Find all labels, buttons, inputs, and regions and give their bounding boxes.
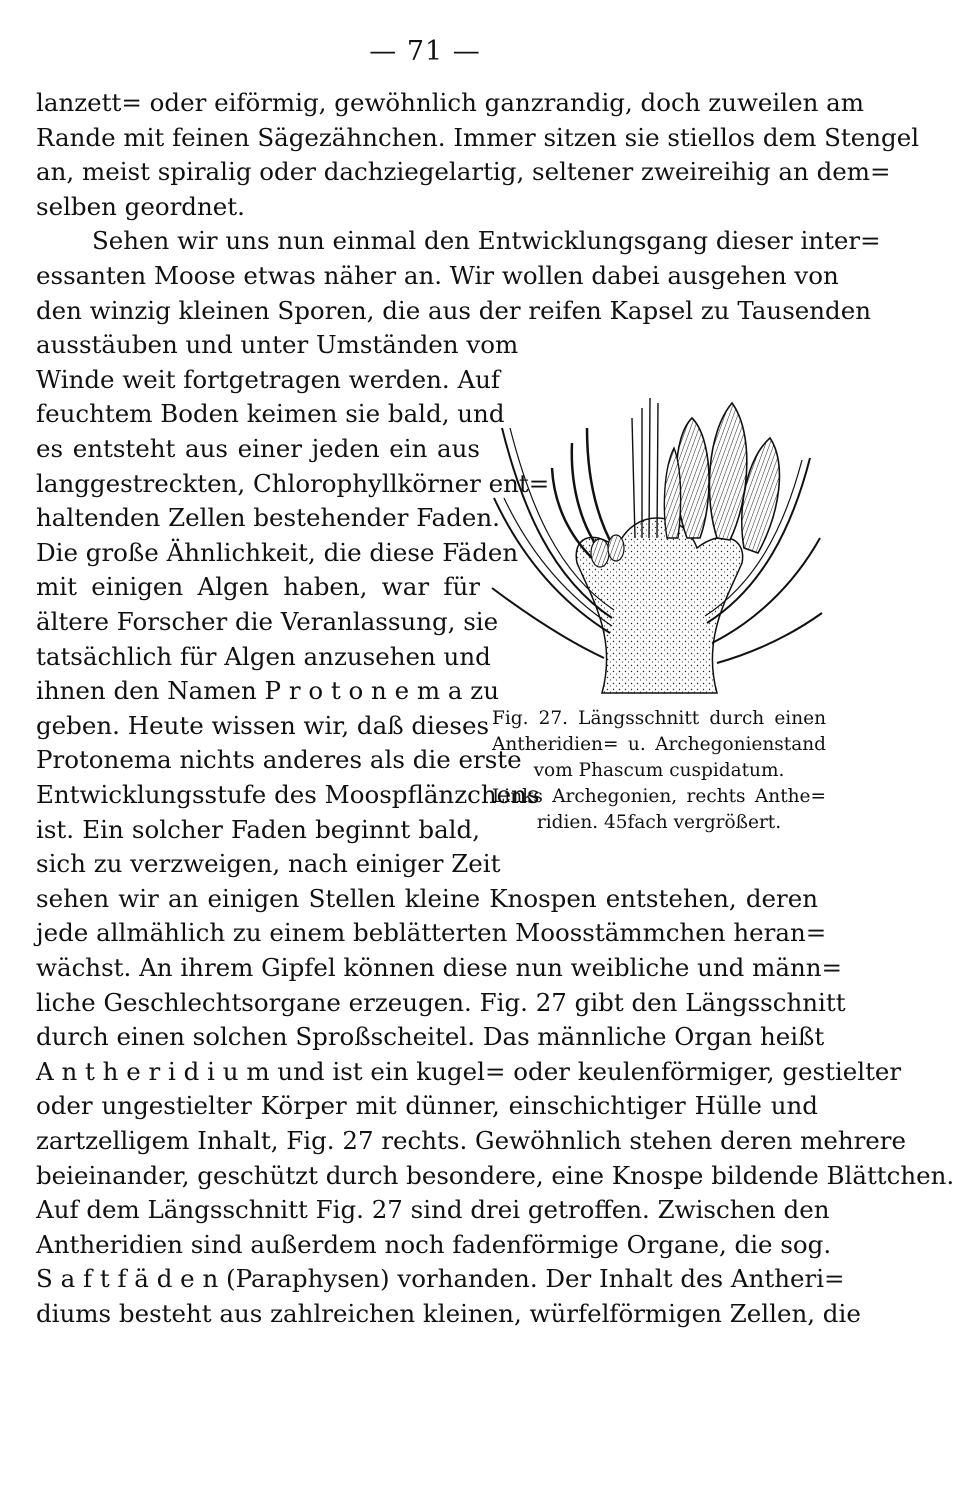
text-line: Winde weit fortgetragen werden. Auf (36, 364, 501, 394)
text-line: diums besteht aus zahlreichen kleinen, würfelförmigen Zellen, die (36, 1299, 861, 1328)
text-line: wächst. An ihrem Gipfel können diese nun weibliche und männ= (36, 953, 843, 982)
text-line: Antheridien sind außerdem noch fadenförmige Organe, die sog. (36, 1229, 832, 1259)
text-line: langgestreckten, Chlorophyllkörner ent= (36, 468, 550, 498)
text-line: Sehen wir uns nun einmal den Entwicklungsgang dieser inter= (92, 226, 881, 256)
caption-line: Fig. 27. Längsschnitt durch einen (492, 708, 826, 729)
text-line: ältere Forscher die Veranlassung, sie (36, 607, 499, 636)
text-line: Auf dem Längsschnitt Fig. 27 sind drei getroffen. Zwischen den (36, 1195, 830, 1225)
page-number: — 71 — (369, 36, 481, 67)
caption-line: ridien. 45fach vergrößert. (536, 812, 782, 833)
text-line: zartzelligem Inhalt, Fig. 27 rechts. Gewöhnlich stehen deren mehrere (36, 1126, 907, 1155)
text-line: geben. Heute wissen wir, daß dieses (36, 710, 490, 740)
text-line: Rande mit feinen Sägezähnchen. Immer sitzen sie stiellos dem Stengel (36, 122, 920, 152)
text-line: den winzig kleinen Sporen, die aus der reifen Kapsel zu Tausenden (36, 295, 872, 325)
text-line: sehen wir an einigen Stellen kleine Knospen entstehen, deren (36, 883, 818, 913)
text-line: liche Geschlechtsorgane erzeugen. Fig. 27 gibt den Längsschnitt (36, 987, 846, 1017)
text-line: ausstäuben und unter Umständen vom (36, 330, 519, 360)
caption-line: Antheridien= u. Archegonienstand (492, 734, 826, 755)
text-line: selben geordnet. (36, 191, 245, 221)
caption-line: Links Archegonien, rechts Anthe= (492, 786, 826, 807)
text-line: ihnen den Namen P r o t o n e m a zu (36, 676, 499, 706)
text-line: ist. Ein solcher Faden beginnt bald, (36, 814, 480, 844)
text-line: Entwicklungsstufe des Moospflänzchens (36, 780, 540, 809)
text-line: jede allmählich zu einem beblätterten Moosstämmchen heran= (36, 918, 827, 948)
text-line: durch einen solchen Sproßscheitel. Das männliche Organ heißt (36, 1022, 825, 1052)
moss-longitudinal-section-illustration (492, 388, 822, 698)
text-line: lanzett= oder eiförmig, gewöhnlich ganzrandig, doch zuweilen am (36, 88, 864, 117)
text-line: beieinander, geschützt durch besondere, eine Knospe bildende Blättchen. (36, 1160, 954, 1190)
text-line: es entsteht aus einer jeden ein aus (36, 434, 480, 463)
text-line: A n t h e r i d i u m und ist ein kugel= oder keulenförmiger, gestielter (36, 1056, 902, 1086)
text-line: essanten Moose etwas näher an. Wir wollen dabei ausgehen von (36, 261, 839, 290)
text-line: oder ungestielter Körper mit dünner, einschichtiger Hülle und (36, 1091, 818, 1121)
text-line: feuchtem Boden keimen sie bald, und (36, 399, 505, 429)
text-line: S a f t f ä d e n (Paraphysen) vorhanden. Der Inhalt des Antheri= (36, 1264, 845, 1294)
text-line: Die große Ähnlichkeit, die diese Fäden (36, 537, 519, 567)
text-line: Protonema nichts anderes als die erste (36, 745, 522, 775)
caption-line: vom Phascum cuspidatum. (533, 760, 785, 781)
text-line: mit einigen Algen haben, war für (36, 572, 480, 602)
text-line: an, meist spiralig oder dachziegelartig, seltener zweireihig an dem= (36, 157, 891, 187)
text-line: tatsächlich für Algen anzusehen und (36, 641, 491, 671)
text-line: sich zu verzweigen, nach einiger Zeit (36, 849, 501, 879)
text-line: haltenden Zellen bestehender Faden. (36, 503, 500, 533)
